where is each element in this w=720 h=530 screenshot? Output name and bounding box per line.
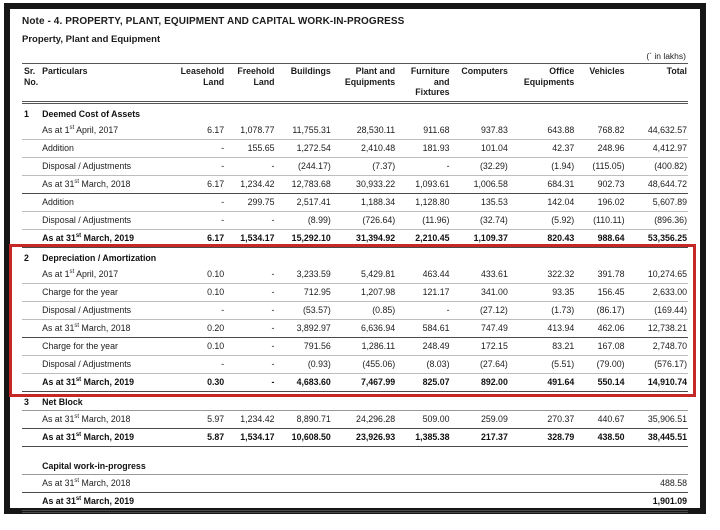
cell-value: 341.00 [451,283,509,301]
cell-value: 1,093.61 [396,175,450,193]
row-sr-cell [22,428,40,446]
section-number [22,456,40,475]
cell-value: 5,607.89 [626,193,688,211]
cell-value: - [396,157,450,175]
row-label: Charge for the year [40,337,175,355]
cell-value: (896.36) [626,211,688,229]
cell-value: 14,910.74 [626,373,688,391]
row-sr-cell [22,139,40,157]
cell-value: (0.93) [275,355,331,373]
row-sr-cell [22,266,40,284]
col-header-total: Total [626,64,688,103]
cell-value [225,474,275,492]
cell-value: 6,636.94 [332,319,396,337]
cell-value: 413.94 [509,319,575,337]
row-label: As at 31st March, 2018 [40,474,175,492]
cell-value: 44,632.57 [626,122,688,140]
cell-value: 35,906.51 [626,410,688,428]
cell-value: (110.11) [575,211,625,229]
cell-value: 902.73 [575,175,625,193]
cell-value: 1,234.42 [225,175,275,193]
cell-value: 4,412.97 [626,139,688,157]
row-label: As at 1st April, 2017 [40,122,175,140]
table-row [22,355,688,373]
cell-value: 2,210.45 [396,229,450,247]
row-label: Disposal / Adjustments [40,301,175,319]
cell-value: (8.99) [275,211,331,229]
cell-value: - [175,157,225,175]
table-row [22,229,688,247]
cell-value: 1,385.38 [396,428,450,446]
cell-value: 1,078.77 [225,122,275,140]
cell-value: 270.37 [509,410,575,428]
section-number: 3 [22,391,40,410]
cell-value: - [225,266,275,284]
cell-value: 217.37 [451,428,509,446]
row-label: Charge for the year [40,283,175,301]
table-body [22,102,688,511]
section-heading-row [22,247,688,266]
cell-value: 6.17 [175,229,225,247]
row-label: Addition [40,193,175,211]
row-sr-cell [22,355,40,373]
cell-value: 491.64 [509,373,575,391]
cell-value: 248.49 [396,337,450,355]
cell-value: 83.21 [509,337,575,355]
cell-value: 1,188.34 [332,193,396,211]
table-row [22,474,688,492]
cell-value: 24,296.28 [332,410,396,428]
table-row [22,157,688,175]
cell-value: 12,738.21 [626,319,688,337]
cell-value: 643.88 [509,122,575,140]
cell-value: 2,410.48 [332,139,396,157]
cell-value: 322.32 [509,266,575,284]
cell-value: - [225,211,275,229]
cell-value: 23,926.93 [332,428,396,446]
cell-value: - [396,301,450,319]
cell-value: 42.37 [509,139,575,157]
table-row [22,139,688,157]
cell-value: (576.17) [626,355,688,373]
cell-value: 584.61 [396,319,450,337]
cell-value: 1,234.42 [225,410,275,428]
cell-value: 6.17 [175,122,225,140]
table-row [22,428,688,446]
row-sr-cell [22,337,40,355]
cell-value: 11,755.31 [275,122,331,140]
cell-value: 0.10 [175,283,225,301]
section-number: 1 [24,108,29,119]
cell-value: 172.15 [451,337,509,355]
cell-value: 15,292.10 [275,229,331,247]
cell-value: 4,683.60 [275,373,331,391]
cell-value: 1,534.17 [225,229,275,247]
cell-value: (244.17) [275,157,331,175]
cell-value: 1,272.54 [275,139,331,157]
note-title: Note - 4. PROPERTY, PLANT, EQUIPMENT AND CAPITAL WORK-IN-PROGRESS [22,16,405,27]
cell-value: 0.10 [175,266,225,284]
table-row [22,211,688,229]
cell-value: (27.64) [451,355,509,373]
cell-value: 30,933.22 [332,175,396,193]
col-header-buildings: Buildings [275,64,331,103]
cell-value [396,492,450,511]
cell-value: 5,429.81 [332,266,396,284]
row-label: As at 31st March, 2019 [40,428,175,446]
row-label: Disposal / Adjustments [40,211,175,229]
cell-value: (0.85) [332,301,396,319]
row-label: As at 31st March, 2019 [40,492,175,511]
cell-value: 5.87 [175,428,225,446]
cell-value: 7,467.99 [332,373,396,391]
row-sr-cell [22,373,40,391]
col-header-plant-equipments: Plant and Equipments [332,64,396,103]
cell-value: 892.00 [451,373,509,391]
report-subtitle: Property, Plant and Equipment [22,34,161,45]
cell-value: (115.05) [575,157,625,175]
cell-value: (86.17) [575,301,625,319]
cell-value: 1,901.09 [626,492,688,511]
cell-value [451,492,509,511]
cell-value: 1,128.80 [396,193,450,211]
cell-value: 93.35 [509,283,575,301]
col-header-office-equipments: Office Equipments [509,64,575,103]
section-heading-row [22,456,688,475]
section-heading: Deemed Cost of Assets [42,108,141,119]
table-row [22,283,688,301]
cell-value: 438.50 [575,428,625,446]
section-heading-row [22,102,688,122]
cell-value: (1.94) [509,157,575,175]
report-frame [4,3,706,514]
row-label: As at 1st April, 2017 [40,266,175,284]
cell-value: 259.09 [451,410,509,428]
cell-value: (726.64) [332,211,396,229]
cell-value: (169.44) [626,301,688,319]
section-gap [22,446,688,456]
cell-value: 0.30 [175,373,225,391]
cell-value: 12,783.68 [275,175,331,193]
cell-value: 988.64 [575,229,625,247]
row-sr-cell [22,175,40,193]
cell-value [332,474,396,492]
table-row [22,193,688,211]
cell-value: 101.04 [451,139,509,157]
col-header-particulars: Particulars [40,64,175,103]
cell-value: 31,394.92 [332,229,396,247]
cell-value: 28,530.11 [332,122,396,140]
cell-value: (79.00) [575,355,625,373]
row-label: As at 31st March, 2018 [40,175,175,193]
row-label: As at 31st March, 2018 [40,319,175,337]
row-sr-cell [22,492,40,511]
cell-value: 48,644.72 [626,175,688,193]
cell-value: 0.10 [175,337,225,355]
cell-value: 391.78 [575,266,625,284]
cell-value: 509.00 [396,410,450,428]
row-label: As at 31st March, 2019 [40,229,175,247]
cell-value: (32.29) [451,157,509,175]
cell-value: 121.17 [396,283,450,301]
cell-value: 2,748.70 [626,337,688,355]
cell-value: 440.67 [575,410,625,428]
table-row [22,319,688,337]
cell-value: 3,233.59 [275,266,331,284]
cell-value [575,492,625,511]
row-sr-cell [22,410,40,428]
cell-value: 825.07 [396,373,450,391]
cell-value [332,492,396,511]
row-sr-cell [22,319,40,337]
cell-value: - [225,301,275,319]
unit-note: (` in lakhs) [646,51,686,61]
row-sr-cell [22,157,40,175]
cell-value: 142.04 [509,193,575,211]
cell-value: 38,445.51 [626,428,688,446]
col-header-sr-no: Sr. No. [22,64,40,103]
col-header-leasehold-land: Leasehold Land [175,64,225,103]
cell-value: (8.03) [396,355,450,373]
cell-value [275,492,331,511]
cell-value: 712.95 [275,283,331,301]
cell-value: - [225,319,275,337]
section-heading: Capital work-in-progress [40,456,688,475]
cell-value: 196.02 [575,193,625,211]
cell-value [451,474,509,492]
header-row [22,64,688,103]
section-gap-cell [22,446,688,456]
table-row [22,301,688,319]
cell-value: 2,517.41 [275,193,331,211]
cell-value: 747.49 [451,319,509,337]
cell-value: 768.82 [575,122,625,140]
table-row [22,410,688,428]
cell-value: 8,890.71 [275,410,331,428]
cell-value [175,474,225,492]
cell-value: - [175,211,225,229]
cell-value [509,492,575,511]
cell-value: 433.61 [451,266,509,284]
cell-value: 911.68 [396,122,450,140]
cell-value [575,474,625,492]
row-sr-cell [22,229,40,247]
cell-value: 1,534.17 [225,428,275,446]
cell-value: (1.73) [509,301,575,319]
cell-value: 5.97 [175,410,225,428]
ppe-table [22,63,688,513]
col-header-vehicles: Vehicles [575,64,625,103]
cell-value [396,474,450,492]
cell-value: 248.96 [575,139,625,157]
cell-value [509,474,575,492]
cell-value: 299.75 [225,193,275,211]
table-row [22,337,688,355]
cell-value: 1,286.11 [332,337,396,355]
row-sr-cell [22,301,40,319]
cell-value: 156.45 [575,283,625,301]
cell-value: - [225,157,275,175]
table-header [22,64,688,103]
cell-value: - [175,139,225,157]
row-label: As at 31st March, 2019 [40,373,175,391]
cell-value: (11.96) [396,211,450,229]
section-heading: Net Block [40,391,688,410]
cell-value: - [175,301,225,319]
cell-value: (27.12) [451,301,509,319]
cell-value: 820.43 [509,229,575,247]
cell-value: 2,633.00 [626,283,688,301]
cell-value: - [225,283,275,301]
col-header-freehold-land: Freehold Land [225,64,275,103]
cell-value: 1,006.58 [451,175,509,193]
cell-value: 328.79 [509,428,575,446]
cell-value: 550.14 [575,373,625,391]
cell-value: 155.65 [225,139,275,157]
cell-value: - [175,193,225,211]
cell-value: - [175,355,225,373]
cell-value: 463.44 [396,266,450,284]
cell-value [225,492,275,511]
section-heading: Depreciation / Amortization [42,252,157,263]
row-sr-cell [22,122,40,140]
cell-value: 3,892.97 [275,319,331,337]
cell-value: 181.93 [396,139,450,157]
row-label: Disposal / Adjustments [40,355,175,373]
col-header-furniture-fixtures: Furniture and Fixtures [396,64,450,103]
table-row [22,492,688,511]
table-row [22,175,688,193]
cell-value: 1,207.98 [332,283,396,301]
cell-value: 462.06 [575,319,625,337]
row-label: Disposal / Adjustments [40,157,175,175]
table-row [22,122,688,140]
report-content [10,9,700,513]
cell-value: - [225,355,275,373]
cell-value: 684.31 [509,175,575,193]
col-header-computers: Computers [451,64,509,103]
table-row [22,266,688,284]
cell-value: - [225,337,275,355]
row-sr-cell [22,474,40,492]
cell-value: 135.53 [451,193,509,211]
cell-value: (7.37) [332,157,396,175]
cell-value: 6.17 [175,175,225,193]
cell-value: 53,356.25 [626,229,688,247]
cell-value: (400.82) [626,157,688,175]
row-label: Addition [40,139,175,157]
cell-value: - [225,373,275,391]
cell-value: 488.58 [626,474,688,492]
cell-value: (32.74) [451,211,509,229]
section-heading-row [22,391,688,410]
cell-value: (455.06) [332,355,396,373]
row-sr-cell [22,211,40,229]
row-sr-cell [22,193,40,211]
cell-value: 791.56 [275,337,331,355]
cell-value: (5.92) [509,211,575,229]
cell-value: 167.08 [575,337,625,355]
cell-value: 937.83 [451,122,509,140]
row-label: As at 31st March, 2018 [40,410,175,428]
cell-value: (53.57) [275,301,331,319]
cell-value: 1,109.37 [451,229,509,247]
cell-value [275,474,331,492]
cell-value: (5.51) [509,355,575,373]
table-row [22,373,688,391]
section-number: 2 [24,252,29,263]
cell-value: 10,274.65 [626,266,688,284]
cell-value: 10,608.50 [275,428,331,446]
cell-value: 0.20 [175,319,225,337]
row-sr-cell [22,283,40,301]
cell-value [175,492,225,511]
